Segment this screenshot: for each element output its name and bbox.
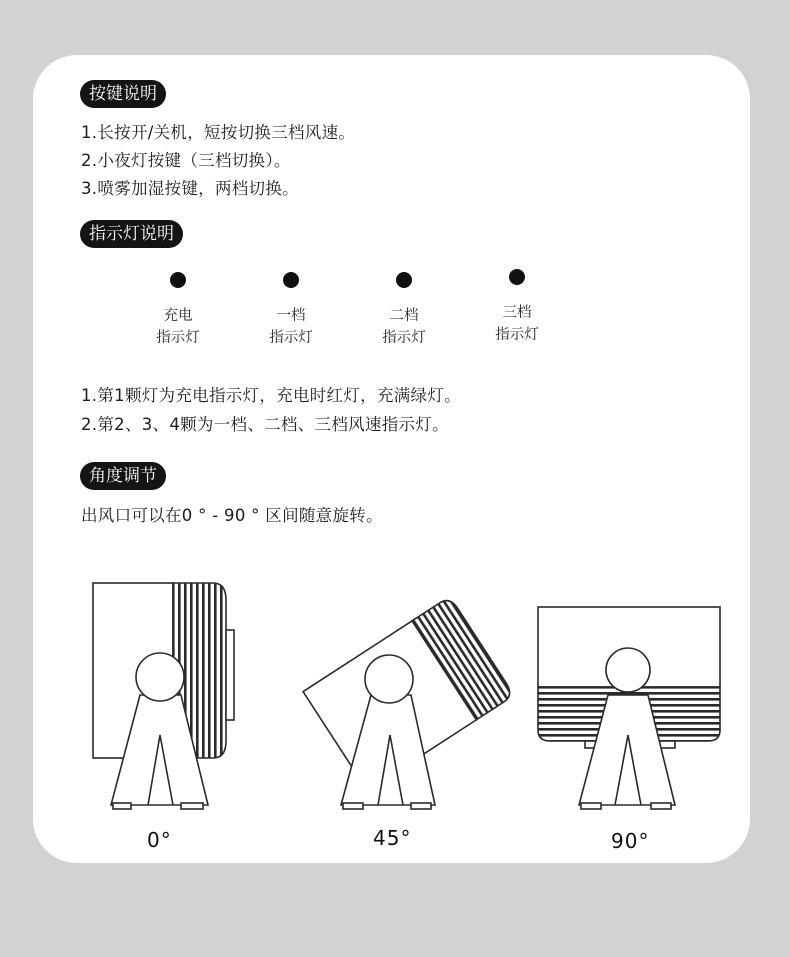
indicator-label-speed-2: 二档 指示灯 xyxy=(382,308,426,346)
section-title-indicators: 指示灯说明 xyxy=(80,220,183,248)
angle-label-45: 45° xyxy=(373,826,412,850)
button-instruction-2: 2.小夜灯按键（三档切换）。 xyxy=(81,151,291,170)
fan-illustrations xyxy=(33,545,750,863)
angle-label-0: 0° xyxy=(147,828,172,852)
fan-90-degree-icon xyxy=(538,607,720,809)
angle-instruction: 出风口可以在0 ° - 90 ° 区间随意旋转。 xyxy=(81,506,383,525)
indicator-dot-speed-2 xyxy=(396,272,412,288)
section-title-angle: 角度调节 xyxy=(80,462,166,490)
indicator-instruction-1: 1.第1颗灯为充电指示灯，充电时红灯，充满绿灯。 xyxy=(81,386,461,405)
indicator-label-speed-3: 三档 指示灯 xyxy=(495,305,539,343)
angle-label-90: 90° xyxy=(611,829,650,853)
indicator-instruction-2: 2.第2、3、4颗为一档、二档、三档风速指示灯。 xyxy=(81,415,449,434)
indicator-dot-charge xyxy=(170,272,186,288)
button-instruction-3: 3.喷雾加湿按键，两档切换。 xyxy=(81,179,299,198)
fan-45-degree-icon xyxy=(303,596,514,809)
indicator-label-charge: 充电 指示灯 xyxy=(156,308,200,346)
indicator-dot-speed-3 xyxy=(509,269,525,285)
fan-0-degree-icon xyxy=(93,583,234,809)
button-instruction-1: 1.长按开/关机，短按切换三档风速。 xyxy=(81,123,356,142)
instruction-card xyxy=(33,55,750,863)
indicator-label-speed-1: 一档 指示灯 xyxy=(269,308,313,346)
section-title-buttons: 按键说明 xyxy=(80,80,166,108)
indicator-dot-speed-1 xyxy=(283,272,299,288)
